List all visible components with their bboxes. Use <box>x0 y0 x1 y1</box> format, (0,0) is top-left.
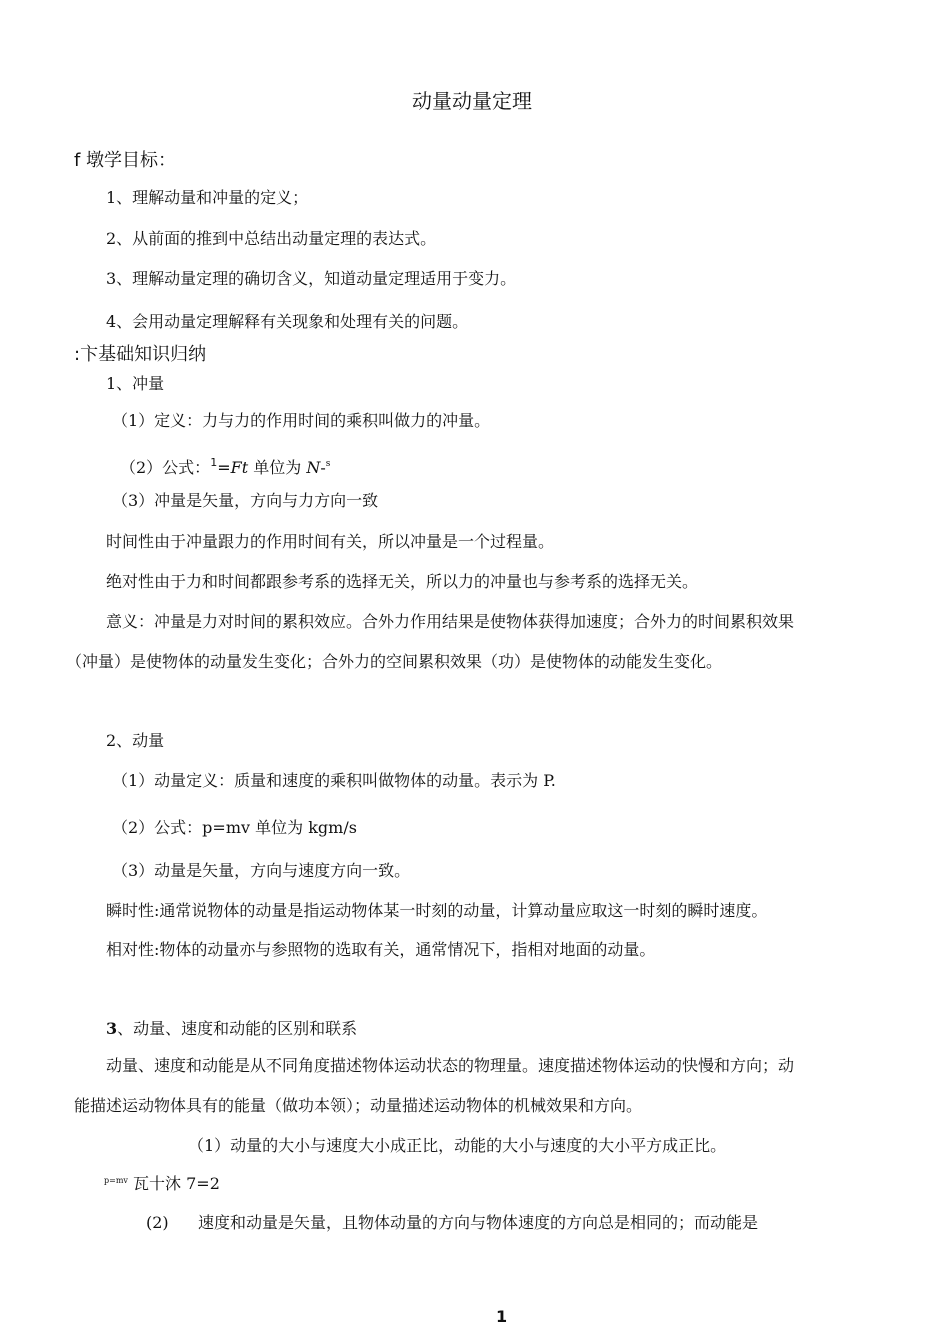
comparison-title-number: 3 <box>106 1019 118 1038</box>
comparison-point-2-text: 速度和动量是矢量，且物体动量的方向与物体速度的方向总是相同的；而动能是 <box>198 1213 759 1232</box>
impulse-title: 1、冲量 <box>106 374 165 393</box>
section-heading-basic-knowledge: :卞基础知识归纳 <box>74 344 207 365</box>
goal-item-1: 1、理解动量和冲量的定义； <box>106 188 309 207</box>
comparison-point-1: （1）动量的大小与速度大小成正比，动能的大小与速度的大小平方成正比。 <box>188 1136 727 1155</box>
impulse-formula-unit-dash: - <box>320 458 326 477</box>
impulse-formula-unit-var: N <box>306 458 321 477</box>
momentum-relative-property: 相对性:物体的动量亦与参照物的选取有关，通常情况下，指相对地面的动量。 <box>106 940 656 959</box>
impulse-formula-var: Ft <box>230 458 249 477</box>
momentum-instant-property: 瞬时性:通常说物体的动量是指运动物体某一时刻的动量，计算动量应取这一时刻的瞬时速度。 <box>106 901 768 920</box>
momentum-formula: （2）公式：p=mv 单位为 kgm/s <box>112 818 357 837</box>
goal-item-3: 3、理解动量定理的确切含义，知道动量定理适用于变力。 <box>106 269 517 288</box>
impulse-meaning-line1: 意义：冲量是力对时间的累积效应。合外力作用结果是使物体获得加速度；合外力的时间累积效果 <box>106 612 795 631</box>
goal-item-2: 2、从前面的推到中总结出动量定理的表达式。 <box>106 229 437 248</box>
comparison-paragraph-line2: 能描述运动物体具有的能量（做功本领）；动量描述运动物体的机械效果和方向。 <box>74 1096 643 1115</box>
impulse-absolute-property: 绝对性由于力和时间都跟参考系的选择无关，所以力的冲量也与参考系的选择无关。 <box>106 572 699 591</box>
impulse-formula-eq: = <box>217 458 231 477</box>
impulse-formula-sup: 1 <box>210 456 218 469</box>
comparison-title-text: 、动量、速度和动能的区别和联系 <box>117 1019 358 1038</box>
momentum-title: 2、动量 <box>106 731 165 750</box>
impulse-formula-unit-s: s <box>325 459 331 469</box>
comparison-point-2-number: (2) <box>146 1213 169 1232</box>
goal-item-4: 4、会用动量定理解释有关现象和处理有关的问题。 <box>106 312 469 331</box>
impulse-time-property: 时间性由于冲量跟力的作用时间有关，所以冲量是一个过程量。 <box>106 532 555 551</box>
document-title: 动量动量定理 <box>412 89 532 113</box>
impulse-formula-prefix: （2）公式： <box>120 458 211 477</box>
comparison-formula <box>104 1174 220 1194</box>
momentum-definition: （1）动量定义：质量和速度的乘积叫做物体的动量。表示为 P. <box>112 771 556 790</box>
impulse-vector: （3）冲量是矢量，方向与力方向一致 <box>112 491 379 510</box>
comparison-paragraph-line1: 动量、速度和动能是从不同角度描述物体运动状态的物理量。速度描述物体运动的快慢和方向；动 <box>106 1056 795 1075</box>
impulse-meaning-line2: （冲量）是使物体的动量发生变化；合外力的空间累积效果（功）是使物体的动能发生变化。 <box>66 652 723 671</box>
comparison-title <box>106 1019 357 1039</box>
section-heading-teaching-goals: f 墩学目标： <box>74 150 177 171</box>
impulse-formula-unit-text: 单位为 <box>248 458 307 477</box>
comparison-formula-text: 瓦十沐 7=2 <box>127 1174 220 1193</box>
momentum-vector: （3）动量是矢量，方向与速度方向一致。 <box>112 861 411 880</box>
comparison-formula-small: p=mv <box>104 1176 128 1185</box>
impulse-formula <box>120 453 330 478</box>
impulse-definition: （1）定义：力与力的作用时间的乘积叫做力的冲量。 <box>112 411 491 430</box>
page-number: 1 <box>496 1307 508 1326</box>
